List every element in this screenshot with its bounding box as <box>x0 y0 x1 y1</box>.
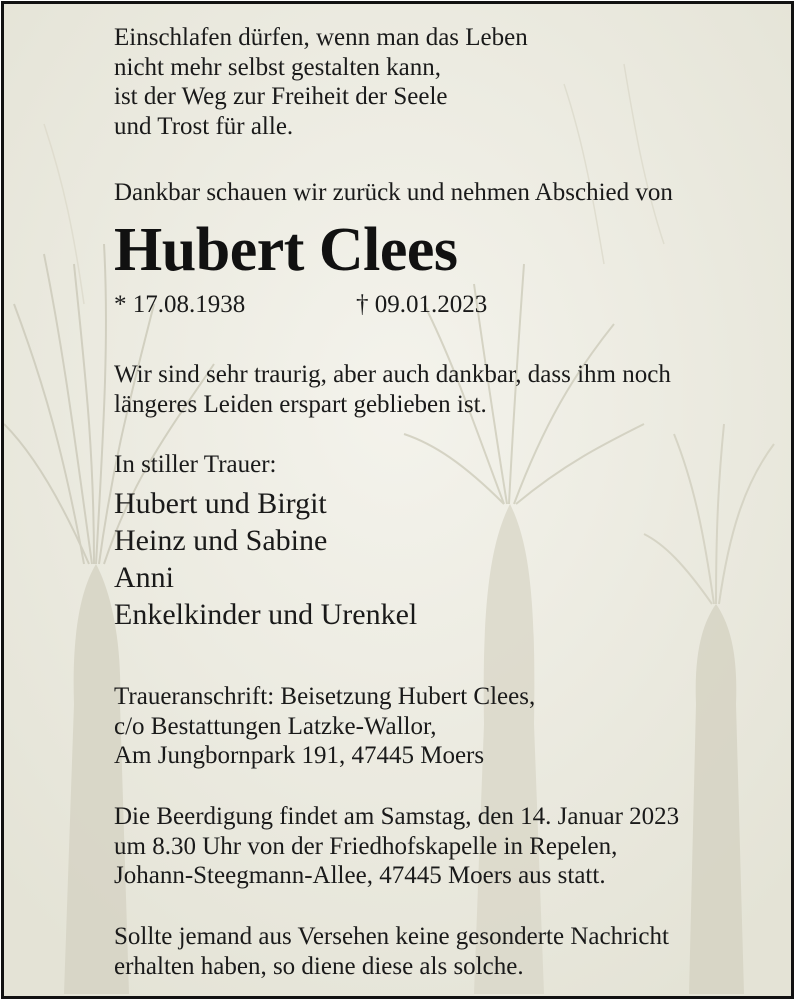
funeral-details <box>114 802 771 891</box>
funeral-line: Die Beerdigung findet am Samstag, den 14. Januar 2023 <box>114 803 680 830</box>
mourner-entry: Hubert und Birgit <box>114 487 327 520</box>
closing-line: Sollte jemand aus Versehen keine gesonderte Nachricht <box>114 923 669 950</box>
obituary-notice <box>1 1 794 999</box>
motto-line: nicht mehr selbst gestalten kann, <box>114 53 442 81</box>
mourner-entry: Heinz und Sabine <box>114 524 328 557</box>
family-message <box>114 360 771 419</box>
address-line: c/o Bestattungen Latzke-Wallor, <box>114 712 437 740</box>
motto-verse <box>114 23 771 141</box>
address-line: Am Jungbornpark 191, 47445 Moers <box>114 742 485 769</box>
mourner-entry: Enkelkinder und Urenkel <box>114 598 418 631</box>
birth-date: * 17.08.1938 <box>114 291 246 318</box>
motto-line: Einschlafen dürfen, wenn man das Leben <box>114 24 528 51</box>
motto-line: und Trost für alle. <box>114 112 294 140</box>
mourners-list <box>114 485 771 633</box>
address-line: Traueranschrift: Beisetzung Hubert Clees, <box>114 683 536 710</box>
motto-line: ist der Weg zur Freiheit der Seele <box>114 83 448 110</box>
mourning-label: In stiller Trauer: <box>114 451 277 478</box>
closing-note <box>114 922 771 981</box>
mourning-address <box>114 682 771 771</box>
funeral-line: um 8.30 Uhr von der Friedhofskapelle in Repelen, <box>114 832 618 860</box>
death-date: † 09.01.2023 <box>356 291 488 318</box>
message-line: Wir sind sehr traurig, aber auch dankbar, dass ihm noch <box>114 361 671 388</box>
life-dates <box>114 290 771 320</box>
farewell-intro: Dankbar schauen wir zurück und nehmen Abschied von <box>114 179 673 206</box>
funeral-line: Johann-Steegmann-Allee, 47445 Moers aus statt. <box>114 862 606 889</box>
message-line: längeres Leiden erspart geblieben ist. <box>114 390 487 418</box>
closing-line: erhalten haben, so diene diese als solche. <box>114 952 524 980</box>
deceased-name: Hubert Clees <box>114 216 458 284</box>
mourner-entry: Anni <box>114 561 174 594</box>
